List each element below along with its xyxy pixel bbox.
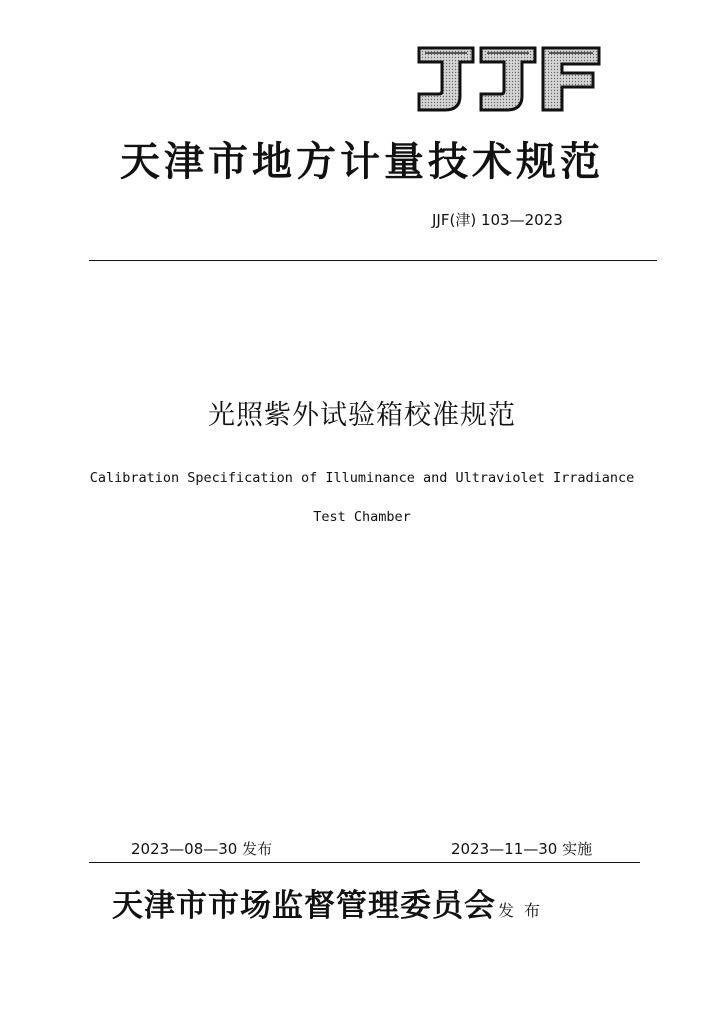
document-number: JJF(津) 103—2023 <box>432 211 563 229</box>
document-title-english-line2: Test Chamber <box>313 509 411 525</box>
publisher-suffix: 发布 <box>498 901 551 920</box>
jjf-logo-graphic <box>415 44 603 114</box>
document-title-english-line1: Calibration Specification of Illuminance and Ultraviolet Irradiance <box>89 470 635 486</box>
publisher-name: 天津市市场监督管理委员会 <box>112 888 496 924</box>
issue-date: 2023—08—30 发布 <box>131 840 273 858</box>
org-title: 天津市地方计量技术规范 <box>120 138 604 185</box>
publisher <box>112 884 550 933</box>
implementation-date: 2023—11—30 实施 <box>451 840 593 858</box>
document-title-chinese: 光照紫外试验箱校准规范 <box>208 400 516 431</box>
bottom-divider <box>89 862 640 863</box>
jjf-logo <box>415 44 603 114</box>
top-divider <box>89 260 657 261</box>
